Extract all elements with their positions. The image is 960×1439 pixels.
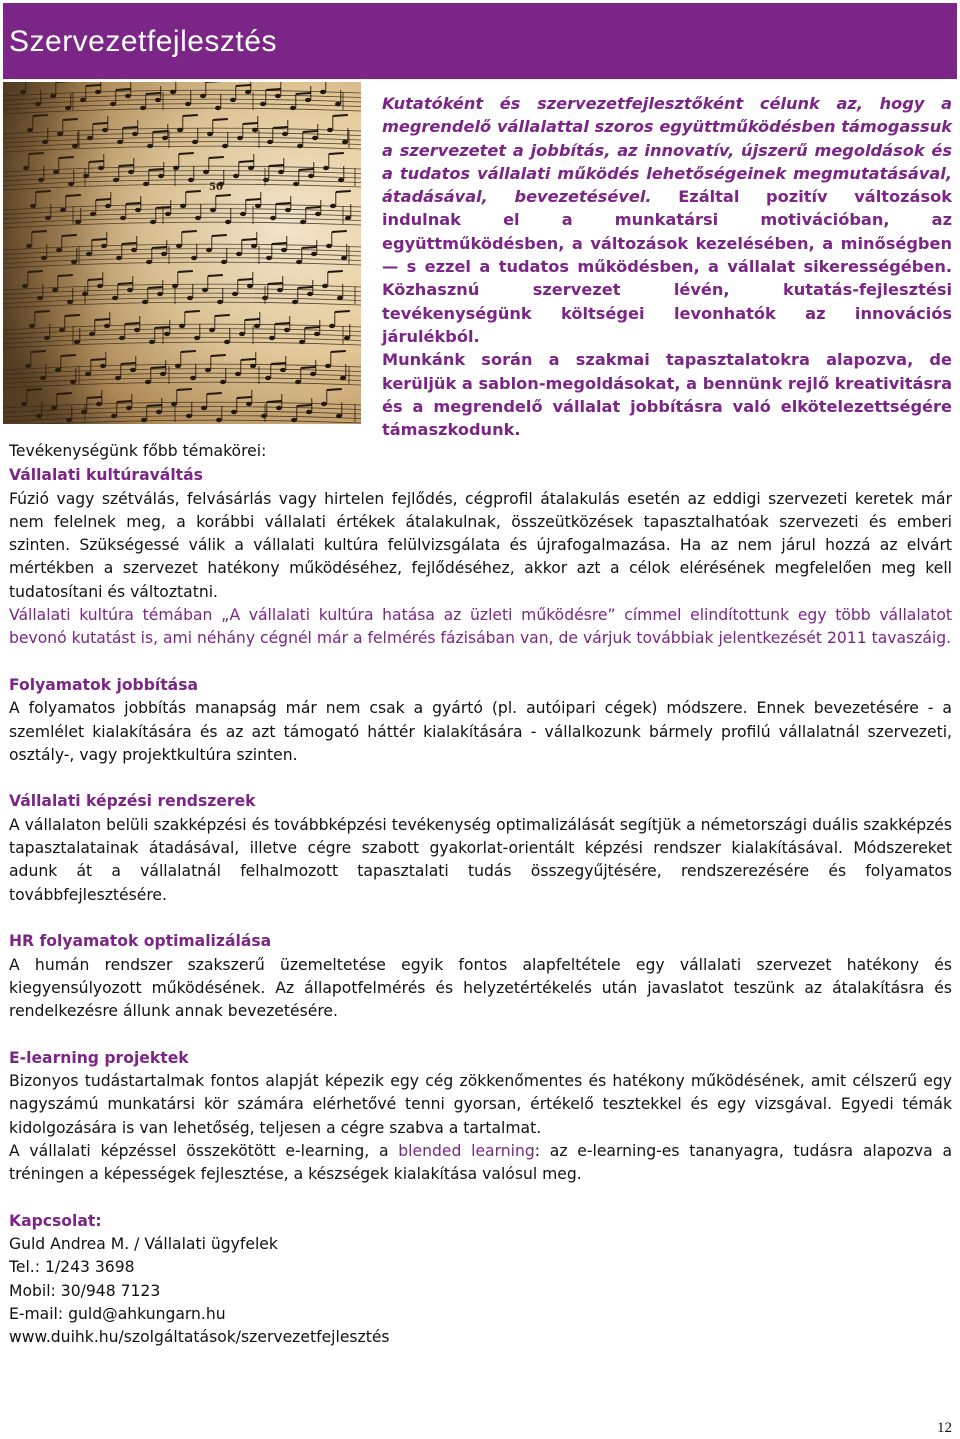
section-hr: [9, 930, 952, 1023]
contact-block: [9, 1210, 952, 1326]
contact-email[interactable]: E-mail: guld@ahkungarn.hu: [9, 1304, 226, 1323]
body2-pre: A vállalati képzéssel összekötött e-learning, a: [9, 1141, 399, 1160]
intro-text: [382, 92, 952, 441]
section-body: Bizonyos tudástartalmak fontos alapját képezik egy cég zökkenőmentes és hatékony működésének, amit célszerű egy nagyszámú munkatársi kör számára elérhetővé tenni gyorsan, értékelő tesztekkel és egy vizsgával. Egyedi témák kidolgozására is van lehetőség, teljesen a cégre szabva a tartalmat.: [9, 1072, 952, 1137]
music-score-drawing: [3, 82, 361, 424]
intro-paragraph: [382, 92, 952, 348]
intro-italic: Kutatóként és szervezetfejlesztőként célunk az, hogy a megrendelő vállalattal szoros együttműködésben támogassuk a szervezetet a jobbítás, az innovatív, újszerű megoldások és a tudatos vállalati működés lehetőségeinek megmutatásával, átadásával, bevezetésével.: [382, 94, 952, 207]
intro-rest: Ezáltal pozitív változások indulnak el a munkatársi motivációban, az együttműködésben, a változások kezelésében, a minőségben — s ezzel a tudatos működésben, a vállalat sikerességében. Közhasznú szervezet lévén, kutatás-fejlesztési tevékenységünk költségei levonhatók az innovációs járulékból.: [382, 187, 952, 346]
intro-paragraph-2: Munkánk során a szakmai tapasztalatokra alapozva, de kerüljük a sablon-megoldásokat, a bennünk rejlő kreativitásra és a megrendelő vállalat jobbításra való elkötelezettségére támaszkodunk.: [382, 350, 952, 440]
section-training: [9, 790, 952, 906]
section-process: [9, 674, 952, 767]
contact-heading: Kapcsolat:: [9, 1211, 102, 1230]
section-research: Vállalati kultúra témában „A vállalati kultúra hatása az üzleti működésre” címmel elindítottunk egy több vállalatot bevonó kutatást is, ami néhány cégnél már a felmérés fázisában van, de várjuk továbbiak jelentkezését 2011 tavaszáig.: [9, 606, 952, 648]
music-score-image: [3, 82, 361, 424]
body2-post: : az e-learning-es tananyagra, tudásra alapozva a tréningen a képességek fejlesztése, a készségek kialakítása valósul meg.: [9, 1141, 953, 1184]
section-body: A humán rendszer szakszerű üzemeltetése egyik fontos alapfeltétele egy vállalati szervezet hatékony és kiegyensúlyozott működésének. Az állapotfelmérés és helyzetértékelés után javaslatot teszünk az átalakításra és rendelkezésre állunk annak bevezetésére.: [9, 955, 952, 1021]
contact-name: Guld Andrea M. / Vállalati ügyfelek: [9, 1235, 278, 1254]
contact-mobil: Mobil: 30/948 7123: [9, 1281, 161, 1300]
page-title: Szervezetfejlesztés: [9, 25, 277, 58]
blended-learning-link[interactable]: blended learning: [398, 1141, 535, 1160]
section-body: A folyamatos jobbítás manapság már nem csak a gyártó (pl. autóipari cégek) módszere. Ennek bevezetésére - a szemlélet kialakítására és az azt támogató háttér kialakítására - vállalkozunk bármely profilú vállalatnál szervezeti, osztály-, vagy projektkultúra szinten.: [9, 699, 952, 764]
section-heading: Vállalati képzési rendszerek: [9, 792, 256, 811]
page-number: 12: [937, 1420, 952, 1436]
topics-lead: Tevékenységünk főbb témakörei:: [9, 442, 267, 460]
section-body-2: [9, 1140, 952, 1187]
section-heading: E-learning projektek: [9, 1048, 189, 1067]
website-url[interactable]: www.duihk.hu/szolgáltatások/szervezetfejlesztés: [9, 1328, 390, 1347]
main-content: [9, 440, 952, 1350]
header-bar: [3, 3, 957, 79]
section-body: Fúzió vagy szétválás, felvásárlás vagy hirtelen fejlődés, cégprofil átalakulás esetén az eddigi szervezeti keretek már nem felelnek meg, a korábbi vállalati értékek átalakulnak, összeütközések tapasztalhatóak szervezeti és emberi szinten. Szükségessé válik a vállalati kultúra felülvizsgálata és újrafogalmazása. Ha az nem járul hozzá az elvárt mértékben a szervezet hatékony működéséhez, fejlődéséhez, akkor azt a célok elérésének megfelelően meg kell tudatosítani és változtatni.: [9, 489, 952, 601]
contact-tel: Tel.: 1/243 3698: [9, 1258, 135, 1277]
section-heading: Vállalati kultúraváltás: [9, 466, 203, 485]
section-culture: [9, 464, 952, 650]
section-elearning: [9, 1047, 952, 1187]
section-heading: Folyamatok jobbítása: [9, 675, 199, 694]
section-body: A vállalaton belüli szakképzési és továbbképzési tevékenység optimalizálását segítjük a németországi duális szakképzés tapasztalatainak átadásával, illetve cégre szabott gyakorlat-orientált képzési rendszer kialakításával. Módszereket adunk át a vállalatnál felhalmozott tapasztalati tudás összegyűjtésére, rendszerezésére és folyamatos továbbfejlesztésére.: [9, 815, 952, 904]
section-heading: HR folyamatok optimalizálása: [9, 932, 272, 951]
